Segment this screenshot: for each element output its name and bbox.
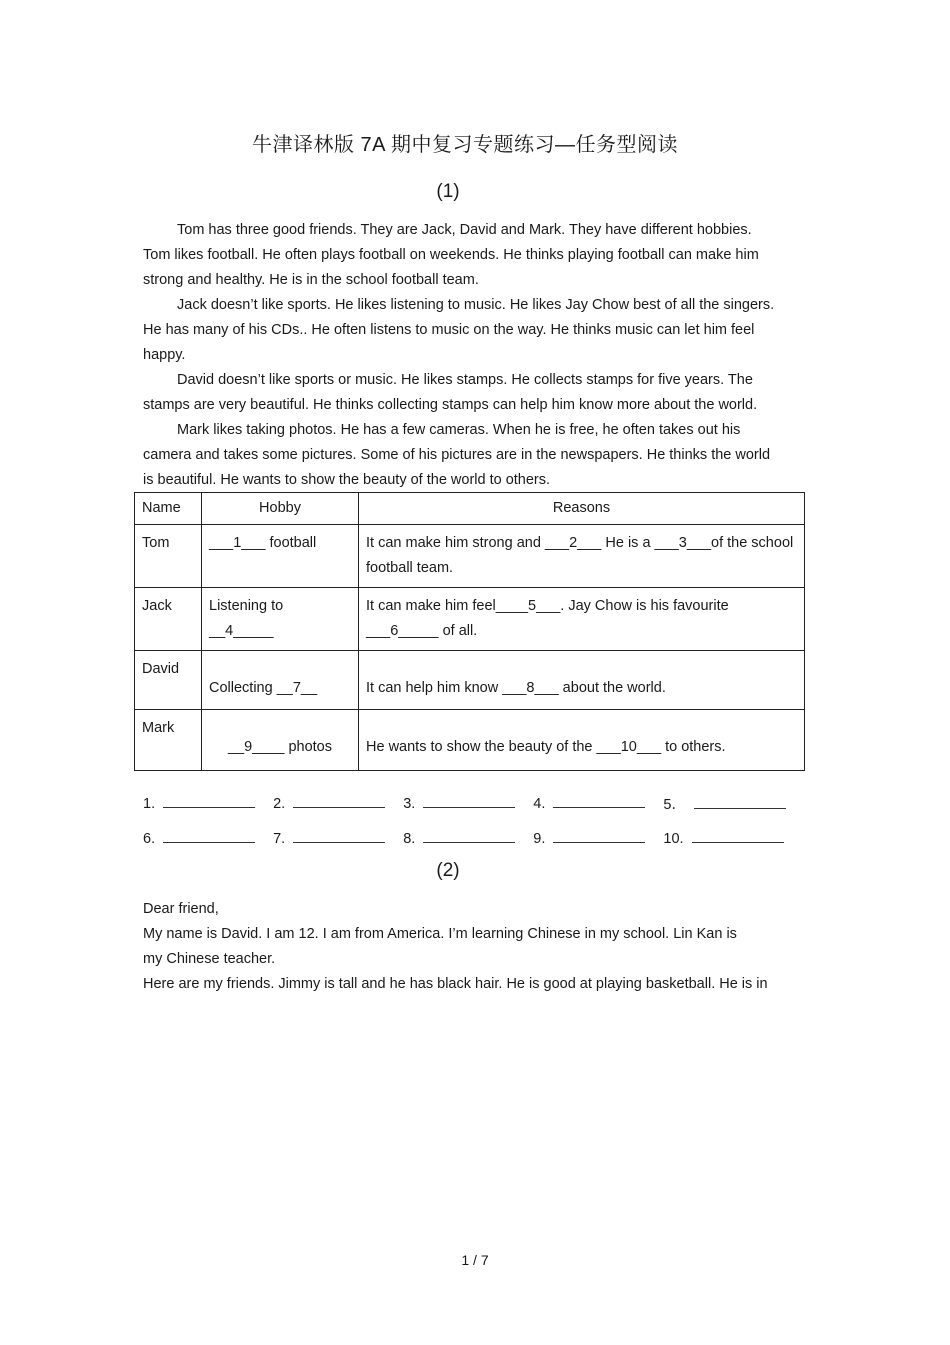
cell-reason: It can make him feel____5___. Jay Chow is his favourite ___6_____ of all. (359, 588, 805, 651)
answer-number: 5． (663, 797, 686, 813)
answer-slot (143, 793, 255, 814)
answer-row-1 (143, 793, 823, 814)
passage-line: camera and takes some pictures. Some of his pictures are in the newspapers. He thinks the world (143, 447, 771, 463)
answer-slot (403, 828, 515, 847)
answer-number: 6. (143, 831, 156, 847)
cell-hobby: ___1___ football (202, 525, 359, 588)
answer-row-2 (143, 828, 823, 847)
passage-line: My name is David. I am 12. I am from America. I’m learning Chinese in my school. Lin Kan is (143, 926, 737, 942)
answer-number: 9. (533, 831, 546, 847)
answer-blank[interactable] (423, 828, 515, 843)
answer-number: 1. (143, 796, 156, 812)
passage-line: my Chinese teacher. (143, 951, 276, 967)
cell-name: Mark (135, 710, 202, 771)
answer-slot (663, 793, 786, 814)
cell-name: Jack (135, 588, 202, 651)
page-number: 1 / 7 (461, 1252, 489, 1268)
passage-line: is beautiful. He wants to show the beauty of the world to others. (143, 472, 551, 488)
answer-slot (533, 828, 645, 847)
document-title: 牛津译林版 7A 期中复习专题练习—任务型阅读 (252, 134, 678, 156)
table-row (135, 588, 805, 651)
answer-blank[interactable] (692, 828, 784, 843)
answer-number: 8. (403, 831, 416, 847)
cell-reason: It can make him strong and ___2___ He is a ___3___of the school football team. (359, 525, 805, 588)
cell-name: David (135, 651, 202, 710)
header-name: Name (135, 493, 202, 525)
table-row (135, 710, 805, 771)
answer-slot (663, 828, 783, 847)
cell-hobby: Collecting __7__ (202, 651, 359, 710)
answer-blank[interactable] (293, 828, 385, 843)
table-header-row (135, 493, 805, 525)
answer-number: 3. (403, 796, 416, 812)
answer-blank[interactable] (163, 793, 255, 808)
hobby-table (134, 492, 805, 771)
passage-line: Here are my friends. Jimmy is tall and he has black hair. He is good at playing basketball. He is in (143, 976, 768, 992)
passage-line: He has many of his CDs.. He often listens to music on the way. He thinks music can let him feel (143, 322, 755, 338)
passage-line: strong and healthy. He is in the school football team. (143, 272, 479, 288)
cell-hobby: __9____ photos (202, 710, 359, 771)
passage-2 (143, 897, 823, 997)
answer-blank[interactable] (423, 793, 515, 808)
cell-name: Tom (135, 525, 202, 588)
cell-reason: He wants to show the beauty of the ___10___ to others. (359, 710, 805, 771)
passage-line: Mark likes taking photos. He has a few cameras. When he is free, he often takes out his (177, 422, 741, 438)
section-1-label: (1) (436, 181, 460, 202)
answer-slot (143, 828, 255, 847)
answer-blank[interactable] (293, 793, 385, 808)
table-row (135, 525, 805, 588)
table-row (135, 651, 805, 710)
passage-line: Tom likes football. He often plays football on weekends. He thinks playing football can make him (143, 247, 759, 263)
answer-number: 4. (533, 796, 546, 812)
passage-line: David doesn’t like sports or music. He likes stamps. He collects stamps for five years. The (177, 372, 753, 388)
answer-slot (403, 793, 515, 814)
answer-slot (533, 793, 645, 814)
cell-reason: It can help him know ___8___ about the world. (359, 651, 805, 710)
answer-number: 10. (663, 831, 684, 847)
answer-slot (273, 793, 385, 814)
cell-hobby: Listening to __4_____ (202, 588, 359, 651)
answer-blank[interactable] (694, 794, 786, 809)
passage-line: Tom has three good friends. They are Jack, David and Mark. They have different hobbies. (177, 222, 752, 238)
answer-blank[interactable] (163, 828, 255, 843)
answer-number: 2. (273, 796, 286, 812)
answer-blank[interactable] (553, 793, 645, 808)
passage-line: happy. (143, 347, 186, 363)
answer-blank[interactable] (553, 828, 645, 843)
passage-line: Jack doesn’t like sports. He likes listening to music. He likes Jay Chow best of all the singers. (177, 297, 775, 313)
answer-number: 7. (273, 831, 286, 847)
passage-1 (143, 218, 833, 493)
section-2-label: (2) (436, 860, 460, 881)
passage-line: stamps are very beautiful. He thinks collecting stamps can help him know more about the world. (143, 397, 758, 413)
answer-slot (273, 828, 385, 847)
header-reasons: Reasons (359, 493, 805, 525)
passage-line: Dear friend, (143, 901, 219, 917)
header-hobby: Hobby (202, 493, 359, 525)
